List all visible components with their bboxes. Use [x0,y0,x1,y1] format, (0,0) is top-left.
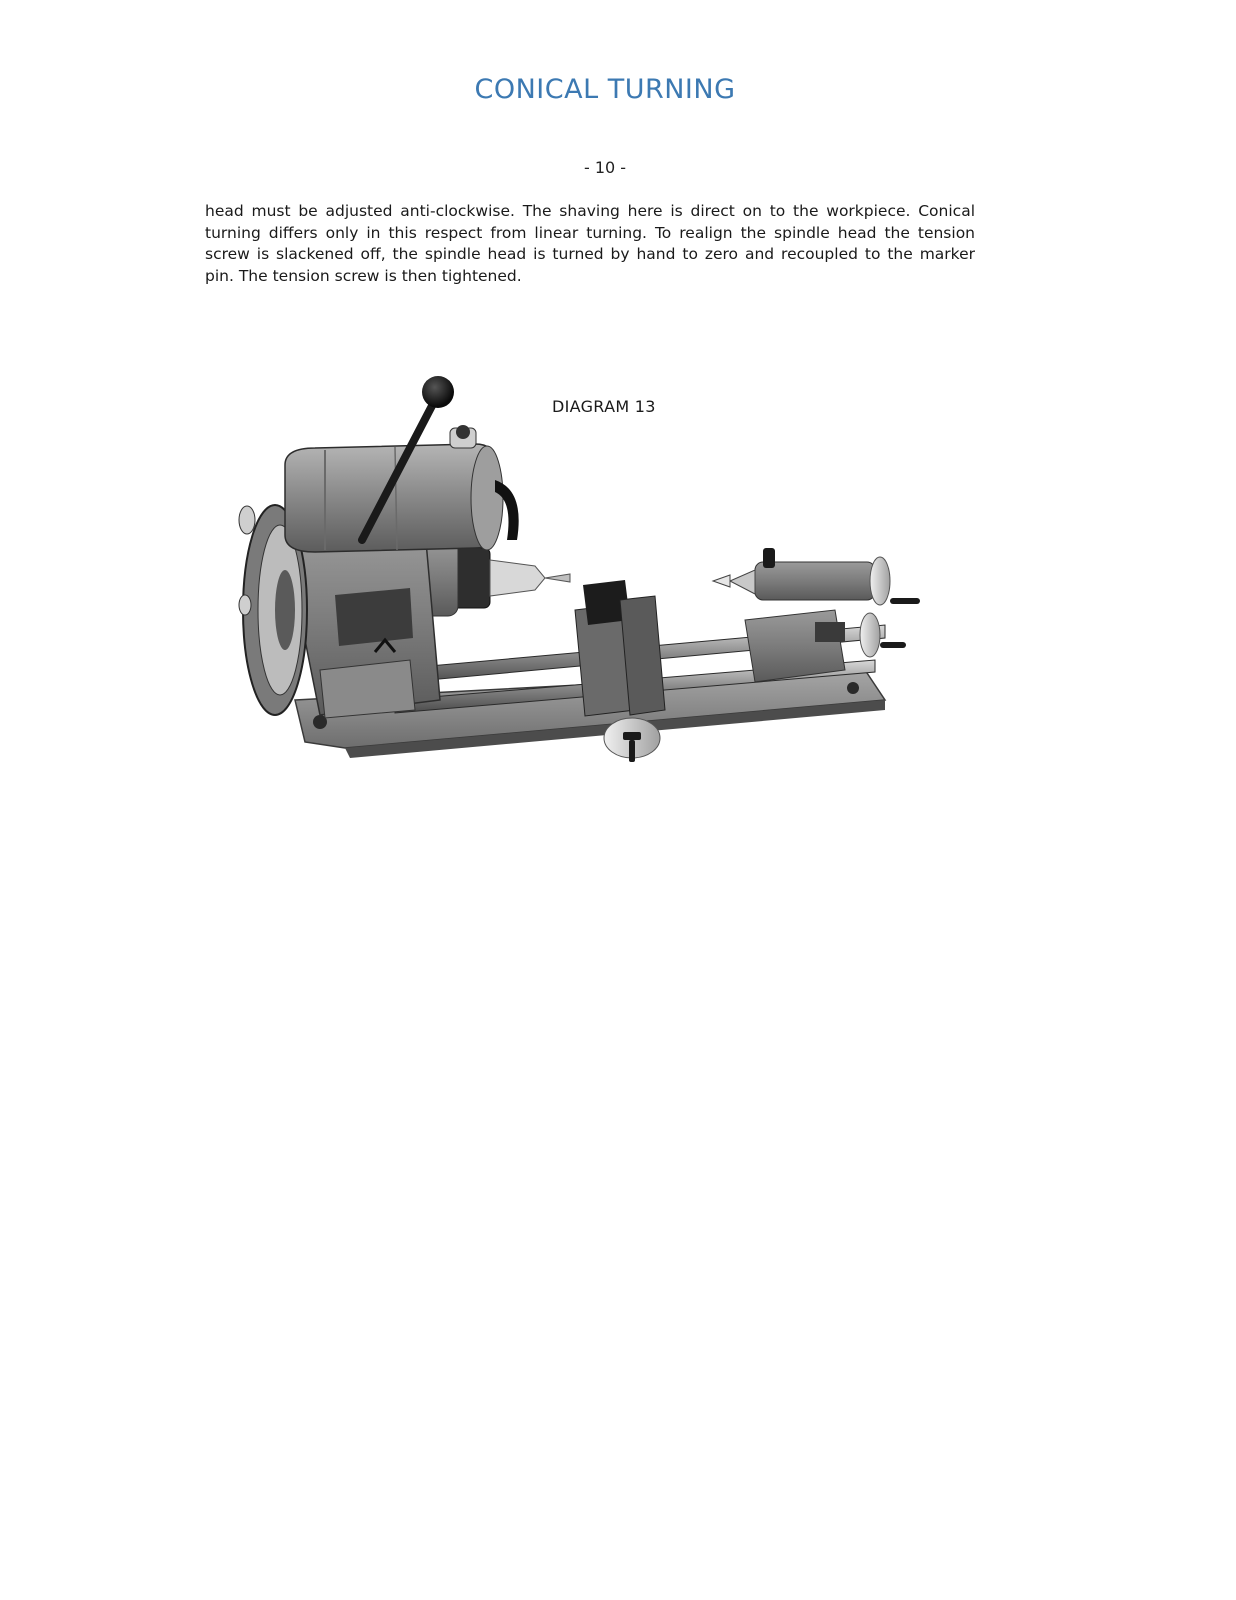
lathe-photograph [225,370,935,775]
page-title: CONICAL TURNING [474,74,736,105]
body-paragraph: head must be adjusted anti-clockwise. The shaving here is direct on to the workpiece. Conical turning differs only in this respect from linear turning. To realign the spindle head the tension screw is slackened off, the spindle head is turned by hand to zero and recoupled to the marker pin. The tension screw is then tightened. [205,202,975,285]
page-number: - 10 - [583,158,627,177]
diagram-label: DIAGRAM 13 [552,397,656,416]
